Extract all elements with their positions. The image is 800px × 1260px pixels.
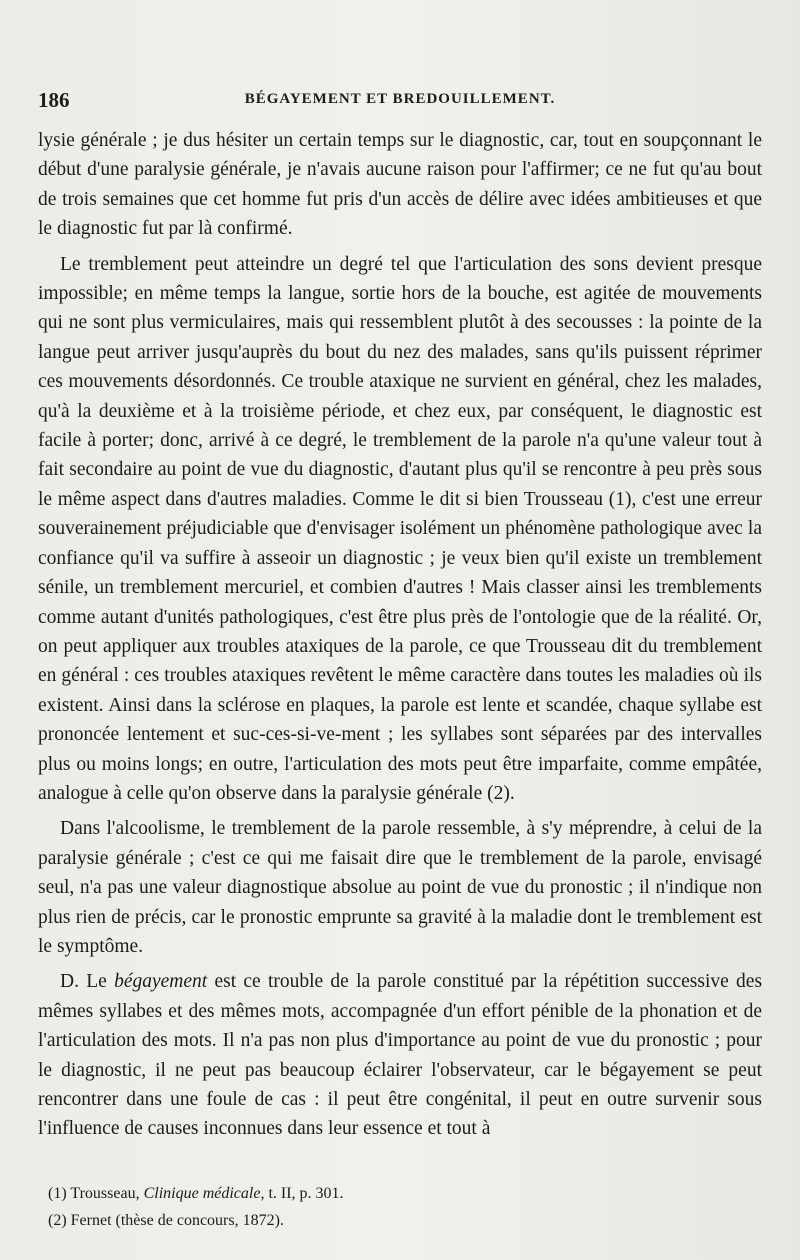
footnote-work: Clinique médicale,	[143, 1185, 265, 1202]
paragraph-alcoolisme: Dans l'alcoolisme, le tremblement de la parole ressemble, à s'y méprendre, à celui de la paralysie générale ; c'est ce qui me faisait dire que le tremblement de la parole, envisagé seul, n'a pas une valeur diagnostique absolue au point de vue du pronostic ; il n'indique non plus rien de précis, car le pronostic emprunte sa gravité à la maladie dont le tremblement est le symptôme.	[38, 818, 762, 957]
footnotes	[48, 1180, 748, 1234]
footnote-2	[48, 1207, 748, 1234]
body-text	[38, 126, 762, 1144]
footnote-ref: t. II, p. 301.	[268, 1185, 344, 1202]
paragraph-tremblement: Le tremblement peut atteindre un degré tel que l'articulation des sons devient presque impossible; en même temps la langue, sortie hors de la bouche, est agitée de mouvements qui ne sont plus vermiculaires, mais qui ressemblent plutôt à des secousses : la pointe de la langue peut arriver jusqu'auprès du bout du nez des malades, sans qu'ils puissent réprimer ces mouvements désordonnés. Ce trouble ataxique ne survient en général, chez les malades, qu'à la deuxième et à la troisième période, et chez eux, par conséquent, le diagnostic est facile à porter; donc, arrivé à ce degré, le tremblement de la parole n'a qu'une valeur tout à fait secondaire au point de vue du diagnostic, d'autant plus qu'il se rencontre à peu près sous le même aspect dans d'autres maladies. Comme le dit si bien Trousseau (1), c'est une erreur souverainement préjudiciable que d'envisager isolément un phénomène pathologique avec la confiance qu'il va suffire à asseoir un diagnostic ; je veux bien qu'il existe un tremblement sénile, un tremblement mercuriel, et combien d'autres ! Mais classer ainsi les tremblements comme autant d'unités pathologiques, c'est être plus près de l'ontologie que de la réalité. Or, on peut appliquer aux troubles ataxiques de la parole, ce que Trousseau dit du tremblement en général : ces troubles ataxiques revêtent le même caractère dans toutes les maladies où ils existent. Ainsi dans la sclérose en plaques, la parole est lente et scandée, chaque syllabe est prononcée lentement et suc-ces-si-ve-ment ; les syllabes sont séparées par des intervalles plus ou moins longs; en outre, l'articulation des mots peut être imparfaite, comme empâtée, analogue à celle qu'on observe dans la paralysie générale (2).	[38, 253, 762, 804]
footnote-1	[48, 1180, 748, 1207]
paragraph-continuation: lysie générale ; je dus hésiter un certain temps sur le diagnostic, car, tout en soupçonnant le début d'une paralysie générale, je n'avais aucune raison pour l'affirmer; ce ne fut qu'au bout de trois semaines que cet homme fut pris d'un accès de délire avec idées ambitieuses et que le diagnostic fut par là confirmé.	[38, 130, 762, 240]
paragraph-section-d	[38, 967, 762, 1143]
footnote-author: Fernet	[70, 1212, 112, 1229]
running-title: BÉGAYEMENT ET BREDOUILLEMENT.	[244, 91, 556, 107]
section-letter: D.	[60, 971, 79, 993]
section-text: est ce trouble de la parole constitué par la répétition successive des mêmes syllabes et des mêmes mots, accompagnée d'un effort pénible de la phonation et de l'articulation des mots. Il n'a pas non plus d'importance au point de vue du pronostic ; pour le diagnostic, il ne peut pas beaucoup éclairer l'observateur, car le bégayement se peut rencontrer dans une foule de cas : il peut être congénital, il peut en outre survenir sous l'influence de causes inconnues dans leur essence et tout à	[38, 971, 763, 1140]
page-header	[38, 88, 762, 114]
section-term: bégayement	[114, 971, 208, 993]
page-number: 186	[38, 88, 70, 112]
footnote-ref: (thèse de concours, 1872).	[115, 1212, 284, 1229]
footnote-marker: (2)	[48, 1212, 67, 1229]
footnote-author: Trousseau,	[70, 1185, 140, 1202]
section-lead: Le	[86, 971, 107, 993]
footnote-marker: (1)	[48, 1185, 67, 1202]
